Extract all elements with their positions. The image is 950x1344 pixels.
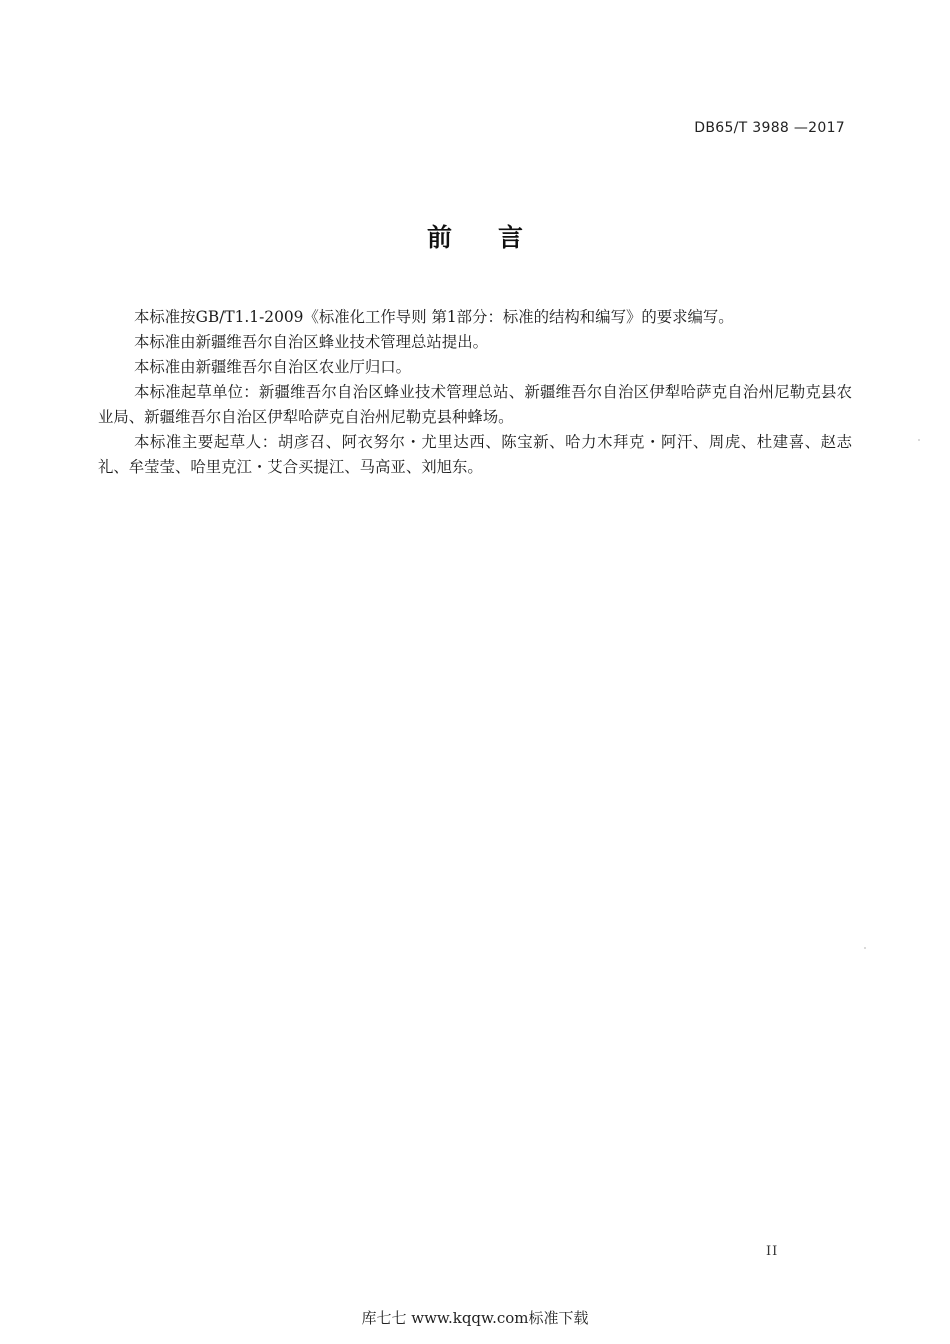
site-watermark: 库七七 www.kqqw.com标准下载 [361, 1309, 589, 1327]
scan-speck [918, 439, 920, 441]
foreword-body [98, 305, 852, 480]
scan-speck [864, 947, 866, 949]
paragraph-proposer: 本标准由新疆维吾尔自治区蜂业技术管理总站提出。 [134, 333, 488, 351]
page-number: II [766, 1244, 779, 1259]
page-title: 前言 [426, 223, 569, 252]
paragraph-drafters: 本标准主要起草人：胡彦召、阿衣努尔・尤里达西、陈宝新、哈力木拜克・阿汗、周虎、杜建喜、赵志礼、牟莹莹、哈里克江・艾合买提江、马高亚、刘旭东。 [98, 433, 852, 476]
paragraph-compilation: 本标准按GB/T1.1-2009《标准化工作导则 第1部分：标准的结构和编写》的要求编写。 [134, 308, 734, 326]
standard-code: DB65/T 3988 —2017 [694, 120, 845, 136]
paragraph-administrator: 本标准由新疆维吾尔自治区农业厅归口。 [134, 358, 412, 376]
paragraph-drafting-units: 本标准起草单位：新疆维吾尔自治区蜂业技术管理总站、新疆维吾尔自治区伊犁哈萨克自治州尼勒克县农业局、新疆维吾尔自治区伊犁哈萨克自治州尼勒克县种蜂场。 [98, 383, 852, 426]
